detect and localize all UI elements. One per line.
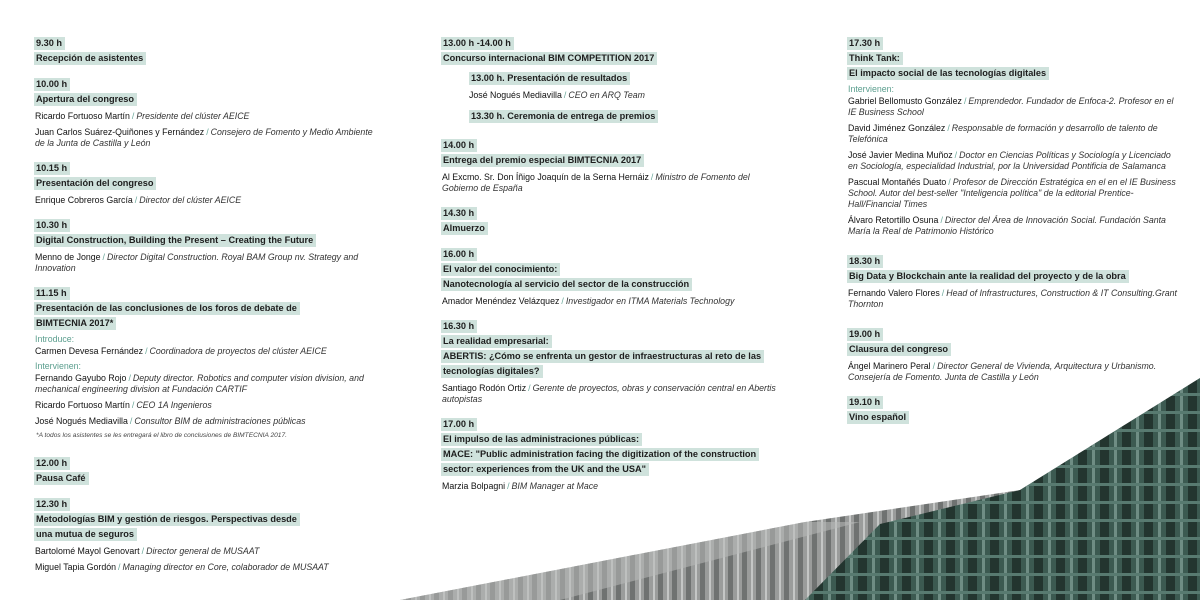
speaker-name: José Nogués Mediavilla: [35, 416, 128, 426]
session-time: 16.00 h: [441, 248, 477, 261]
speaker-name: Fernando Valero Flores: [848, 288, 940, 298]
session-time: 17.00 h: [441, 418, 477, 431]
speaker: [35, 252, 374, 274]
separator: /: [118, 562, 121, 572]
speaker-role: Consejero de Fomento y Medio Ambiente de la Junta de Castilla y León: [35, 127, 373, 148]
speaker: [848, 288, 1177, 310]
session-1600: [441, 244, 781, 307]
speaker-name: Marzia Bolpagni: [442, 481, 506, 491]
session-1200: [34, 453, 374, 485]
speaker-role: Doctor en Ciencias Políticas y Sociología y Licenciado en Sociología, especialidad Industrial, por la Universidad Pontificia de Salamanca: [848, 150, 1171, 171]
separator: /: [932, 361, 936, 371]
speaker-role: Emprendedor. Fundador de Enfoca-2. Profesor en el IE Business School: [848, 96, 1174, 117]
session-title-line-1: Think Tank:: [847, 52, 903, 65]
speaker: [848, 177, 1177, 210]
speaker-name: Miguel Tapia Gordón: [35, 562, 117, 572]
speaker-role: Director del clúster AEICE: [139, 195, 242, 205]
speaker-role: Consultor BIM de administraciones públicas: [134, 416, 306, 426]
footnote: *A todos los asistentes se les entregará el libro de conclusiones de BIMTECNIA 2017.: [36, 432, 287, 439]
session-1400: [441, 135, 781, 194]
session-time: 12.00 h: [34, 457, 70, 470]
separator: /: [206, 127, 209, 137]
session-time: 13.00 h -14.00 h: [441, 37, 514, 50]
speaker: [35, 400, 374, 411]
speaker: [442, 296, 781, 307]
session-time: 14.00 h: [441, 139, 477, 152]
session-title-line-1: Presentación de las conclusiones de los foros de debate de: [34, 302, 300, 315]
session-1430: [441, 203, 781, 235]
separator: /: [129, 416, 133, 426]
speaker-name: Ricardo Fortuoso Martín: [35, 400, 130, 410]
introduce-label: Introduce:: [35, 334, 75, 344]
separator: /: [940, 215, 943, 225]
separator: /: [941, 288, 945, 298]
speaker-role: Director general de MUSAAT: [146, 546, 260, 556]
speaker: [848, 150, 1177, 172]
speaker-role: Investigador en ITMA Materials Technology: [565, 296, 735, 306]
speakers-label: Intervienen:: [35, 361, 81, 371]
session-time: 19.00 h: [847, 328, 883, 341]
speaker-name: Bartolomé Mayol Genovart: [35, 546, 140, 556]
speaker-role: Director General de Vivienda, Arquitectura y Urbanismo. Consejería de Fomento. Junta de Castilla y León: [848, 361, 1157, 382]
speaker: [469, 90, 781, 101]
separator: /: [134, 195, 138, 205]
speaker-name: José Nogués Mediavilla: [469, 90, 562, 100]
speaker-role: Coordinadora de proyectos del clúster AEICE: [149, 346, 327, 356]
speakers-label: Intervienen:: [848, 84, 894, 94]
separator: /: [128, 373, 131, 383]
session-1030: [34, 215, 374, 274]
session-title-line-1: La realidad empresarial:: [441, 335, 552, 348]
session-time: 10.15 h: [34, 162, 70, 175]
session-title-line-3: tecnologías digitales?: [441, 365, 543, 378]
session-title-line-1: Metodologías BIM y gestión de riesgos. Perspectivas desde: [34, 513, 300, 526]
session-time: 10.00 h: [34, 78, 70, 91]
speaker-role: Profesor de Dirección Estratégica en el en el IE Business School. Autor del best-seller "Inteligencia política" de la editorial Prentice-Hall/Financial Times: [848, 177, 1176, 209]
speaker-name: Excmo. Sr. Don Íñigo Joaquín de la Serna Hernáiz: [452, 172, 649, 182]
separator: /: [131, 111, 135, 121]
speaker-role: BIM Manager at Mace: [511, 481, 599, 491]
speaker-role: Director Digital Construction. Royal BAM Group nv. Strategy and Innovation: [35, 252, 359, 273]
session-1015: [34, 158, 374, 206]
session-title: Presentación del congreso: [34, 177, 156, 190]
speaker: [442, 383, 781, 405]
session-time: 11.15 h: [34, 287, 70, 300]
separator: /: [141, 546, 145, 556]
speaker-name: David Jiménez González: [848, 123, 946, 133]
separator: /: [948, 177, 951, 187]
speaker-name: Amador Menéndez Velázquez: [442, 296, 560, 306]
session-1900: [847, 324, 1177, 383]
session-time: 10.30 h: [34, 219, 70, 232]
session-title-line-1: El impulso de las administraciones públicas:: [441, 433, 642, 446]
speaker: [848, 361, 1177, 383]
speaker: [442, 172, 781, 194]
session-1910: [847, 392, 1177, 424]
session-time: 17.30 h: [847, 37, 883, 50]
session-title: Vino español: [847, 411, 909, 424]
separator: /: [507, 481, 510, 491]
speaker-role: Director del Área de Innovación Social. Fundación Santa María la Real de Patrimonio Histórico: [848, 215, 1166, 236]
speaker-role: Responsable de formación y desarrollo de talento de Telefónica: [848, 123, 1158, 144]
session-title-line-2: BIMTECNIA 2017*: [34, 317, 116, 330]
speaker: [35, 195, 374, 206]
speaker-role: Managing director en Core, colaborador de MUSAAT: [122, 562, 329, 572]
speaker-name: Álvaro Retortillo Osuna: [848, 215, 939, 225]
speaker: [35, 346, 374, 357]
speaker: [35, 546, 374, 557]
speaker-role: CEO 1A Ingenieros: [136, 400, 212, 410]
speaker: [35, 416, 374, 427]
session-title-line-1: El valor del conocimiento:: [441, 263, 560, 276]
session-title-line-2: Nanotecnología al servicio del sector de la construcción: [441, 278, 692, 291]
speaker-role: Gerente de proyectos, obras y conservación central en Abertis autopistas: [442, 383, 776, 404]
session-title: Entrega del premio especial BIMTECNIA 2017: [441, 154, 644, 167]
session-time: 18.30 h: [847, 255, 883, 268]
session-title-line-2: una mutua de seguros: [34, 528, 137, 541]
separator: /: [561, 296, 564, 306]
session-title: Concurso internacional BIM COMPETITION 2017: [441, 52, 657, 65]
speaker-name: Carmen Devesa Fernández: [35, 346, 144, 356]
speaker-prefix: Al: [442, 172, 450, 182]
session-time: 12.30 h: [34, 498, 70, 511]
speaker: [848, 123, 1177, 145]
separator: /: [102, 252, 105, 262]
session-title: Recepción de asistentes: [34, 52, 146, 65]
session-1115: [34, 283, 374, 439]
session-title-line-2: El impacto social de las tecnologías digitales: [847, 67, 1049, 80]
speaker-role: Presidente del clúster AEICE: [136, 111, 250, 121]
speaker-name: Menno de Jonge: [35, 252, 101, 262]
program-column-2: [441, 33, 781, 501]
speaker-role: Deputy director. Robotics and computer vision division, and mechanical engineering division at Fundación CARTIF: [35, 373, 364, 394]
session-title: Pausa Café: [34, 472, 89, 485]
session-0930: [34, 33, 374, 65]
speaker: [848, 215, 1177, 237]
session-title-line-2: MACE: "Public administration facing the digitization of the construction: [441, 448, 759, 461]
session-1230: [34, 494, 374, 573]
session-1700: [441, 414, 781, 492]
speaker: [35, 373, 374, 395]
session-time: 19.10 h: [847, 396, 883, 409]
session-title-line-3: sector: experiences from the UK and the USA": [441, 463, 649, 476]
separator: /: [528, 383, 531, 393]
sub-session-title: 13.30 h. Ceremonia de entrega de premios: [469, 110, 658, 123]
session-1730: [847, 33, 1177, 237]
speaker-name: Pascual Montañés Duato: [848, 177, 947, 187]
separator: /: [650, 172, 654, 182]
speaker-name: Ángel Marinero Peral: [848, 361, 931, 371]
speaker-name: José Javier Medina Muñoz: [848, 150, 953, 160]
session-title-line-2: ABERTIS: ¿Cómo se enfrenta un gestor de infraestructuras al reto de las: [441, 350, 764, 363]
speaker: [35, 127, 374, 149]
speaker-role: Head of Infrastructures, Construction & IT Consulting.Grant Thornton: [848, 288, 1177, 309]
speaker-name: Ricardo Fortuoso Martín: [35, 111, 130, 121]
session-title: Digital Construction, Building the Present – Creating the Future: [34, 234, 316, 247]
speaker-role: CEO en ARQ Team: [568, 90, 645, 100]
separator: /: [947, 123, 950, 133]
session-1630: [441, 316, 781, 405]
session-title: Clausura del congreso: [847, 343, 951, 356]
speaker-name: Juan Carlos Suárez-Quiñones y Fernández: [35, 127, 205, 137]
speaker-name: Enrique Cobreros García: [35, 195, 133, 205]
speaker-role: Ministro de Fomento del Gobierno de España: [442, 172, 750, 193]
separator: /: [563, 90, 567, 100]
session-title: Big Data y Blockchain ante la realidad del proyecto y de la obra: [847, 270, 1129, 283]
program-column-1: [34, 33, 374, 582]
separator: /: [963, 96, 967, 106]
speaker-name: Fernando Gayubo Rojo: [35, 373, 127, 383]
session-1830: [847, 251, 1177, 310]
speaker: [35, 562, 374, 573]
session-title: Almuerzo: [441, 222, 488, 235]
speaker: [35, 111, 374, 122]
session-title: Apertura del congreso: [34, 93, 137, 106]
sub-session-title: 13.00 h. Presentación de resultados: [469, 72, 630, 85]
separator: /: [145, 346, 148, 356]
speaker-name: Gabriel Bellomusto González: [848, 96, 962, 106]
program-column-3: [847, 33, 1177, 433]
session-time: 9.30 h: [34, 37, 65, 50]
session-time: 14.30 h: [441, 207, 477, 220]
speaker-name: Santiago Rodón Ortiz: [442, 383, 527, 393]
session-1000: [34, 74, 374, 149]
session-time: 16.30 h: [441, 320, 477, 333]
separator: /: [954, 150, 958, 160]
speaker: [848, 96, 1177, 118]
separator: /: [131, 400, 135, 410]
session-1300: [441, 33, 781, 123]
speaker: [442, 481, 781, 492]
